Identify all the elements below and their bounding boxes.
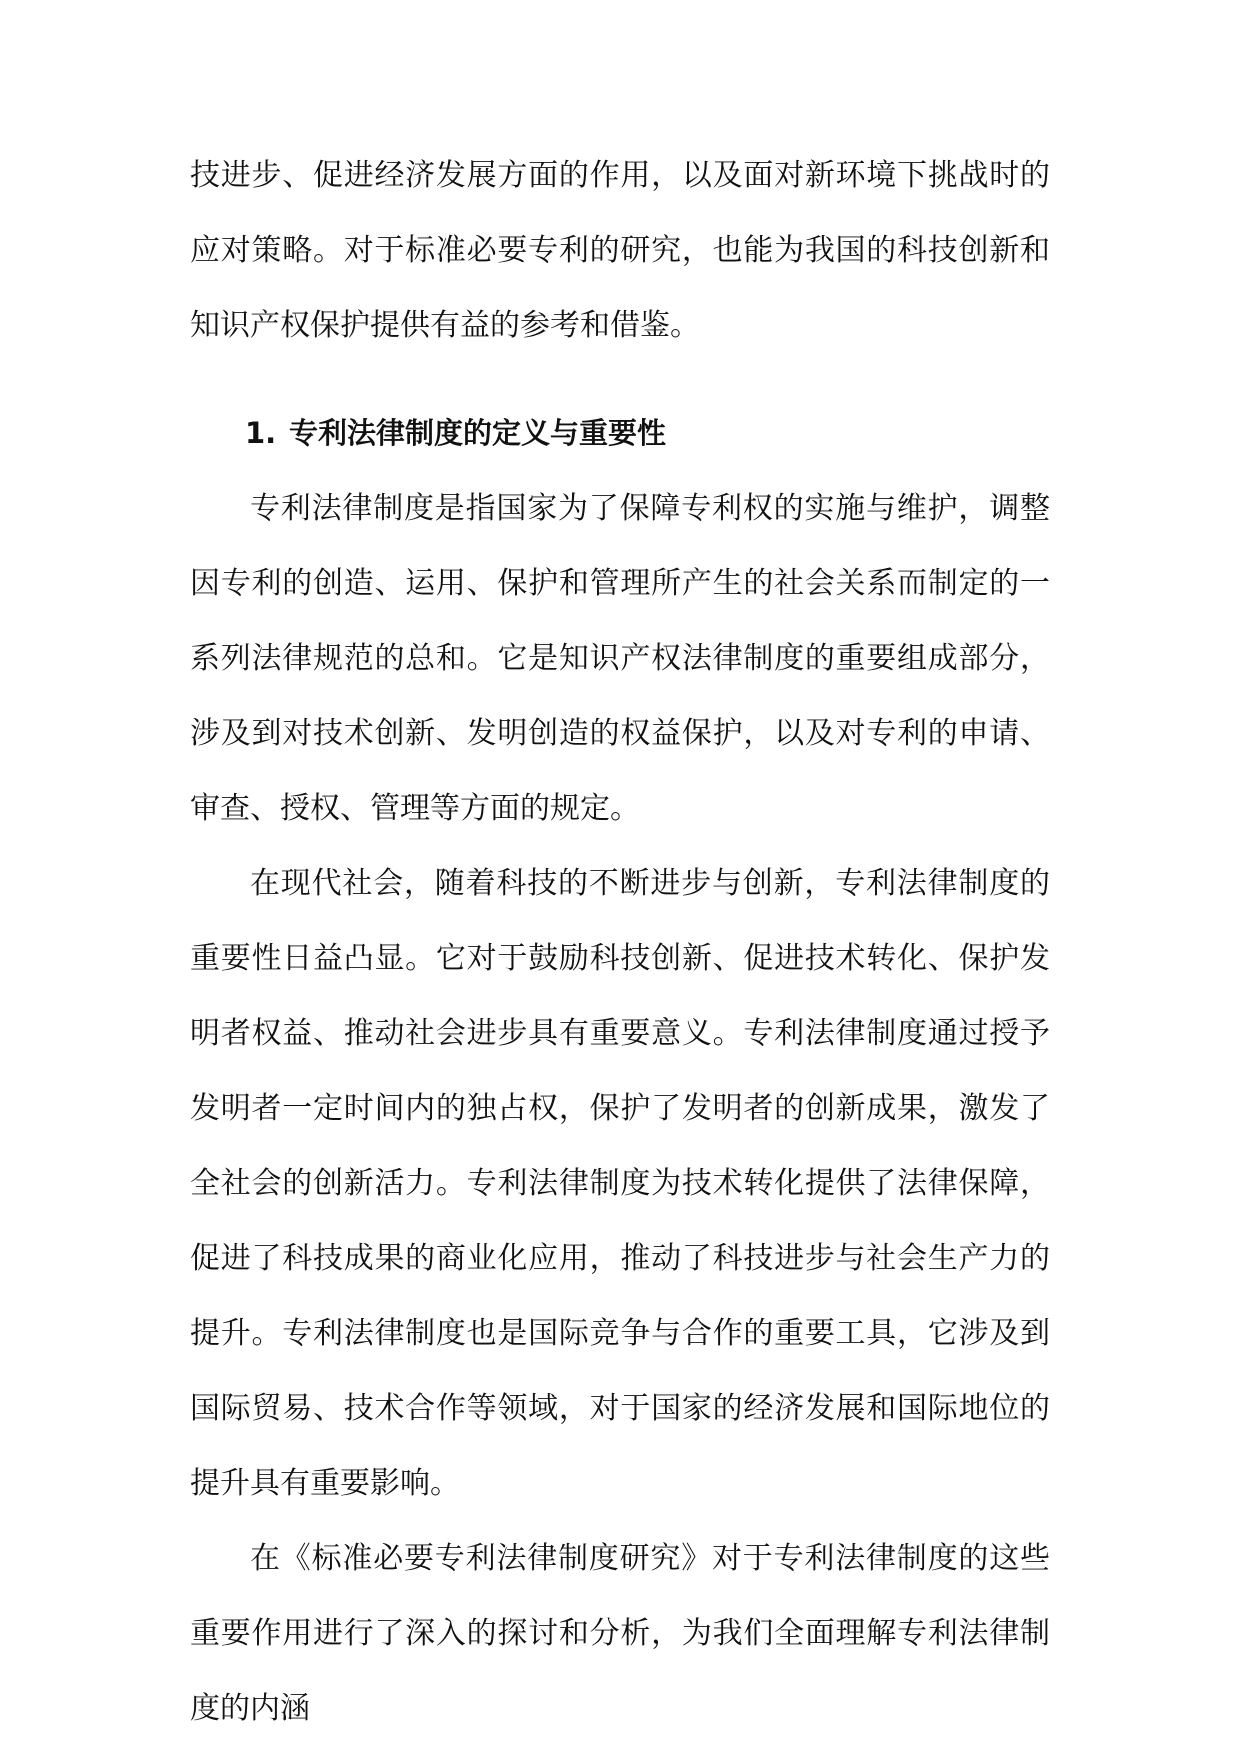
section-title: 专利法律制度的定义与重要性 (289, 416, 667, 450)
section-number: 1. (245, 416, 277, 450)
body-paragraph-importance: 在现代社会，随着科技的不断进步与创新，专利法律制度的重要性日益凸显。它对于鼓励科技创新、促进技术转化、保护发明者权益、推动社会进步具有重要意义。专利法律制度通过授予发明者一定时间内的独占权，保护了发明者的创新成果，激发了全社会的创新活力。专利法律制度为技术转化提供了法律保障，促进了科技成果的商业化应用，推动了科技进步与社会生产力的提升。专利法律制度也是国际竞争与合作的重要工具，它涉及到国际贸易、技术合作等领域，对于国家的经济发展和国际地位的提升具有重要影响。 (190, 866, 1050, 1501)
intro-paragraph: 技进步、促进经济发展方面的作用，以及面对新环境下挑战时的应对策略。对于标准必要专利的研究，也能为我国的科技创新和知识产权保护提供有益的参考和借鉴。 (190, 158, 1050, 343)
document-body (190, 138, 1050, 1746)
body-paragraph-definition: 专利法律制度是指国家为了保障专利权的实施与维护，调整因专利的创造、运用、保护和管理所产生的社会关系而制定的一系列法律规范的总和。它是知识产权法律制度的重要组成部分，涉及到对技术创新、发明创造的权益保护，以及对专利的申请、审查、授权、管理等方面的规定。 (190, 491, 1050, 826)
section-heading (190, 396, 1050, 471)
body-paragraph-research: 在《标准必要专利法律制度研究》对于专利法律制度的这些重要作用进行了深入的探讨和分析，为我们全面理解专利法律制度的内涵 (190, 1541, 1050, 1726)
